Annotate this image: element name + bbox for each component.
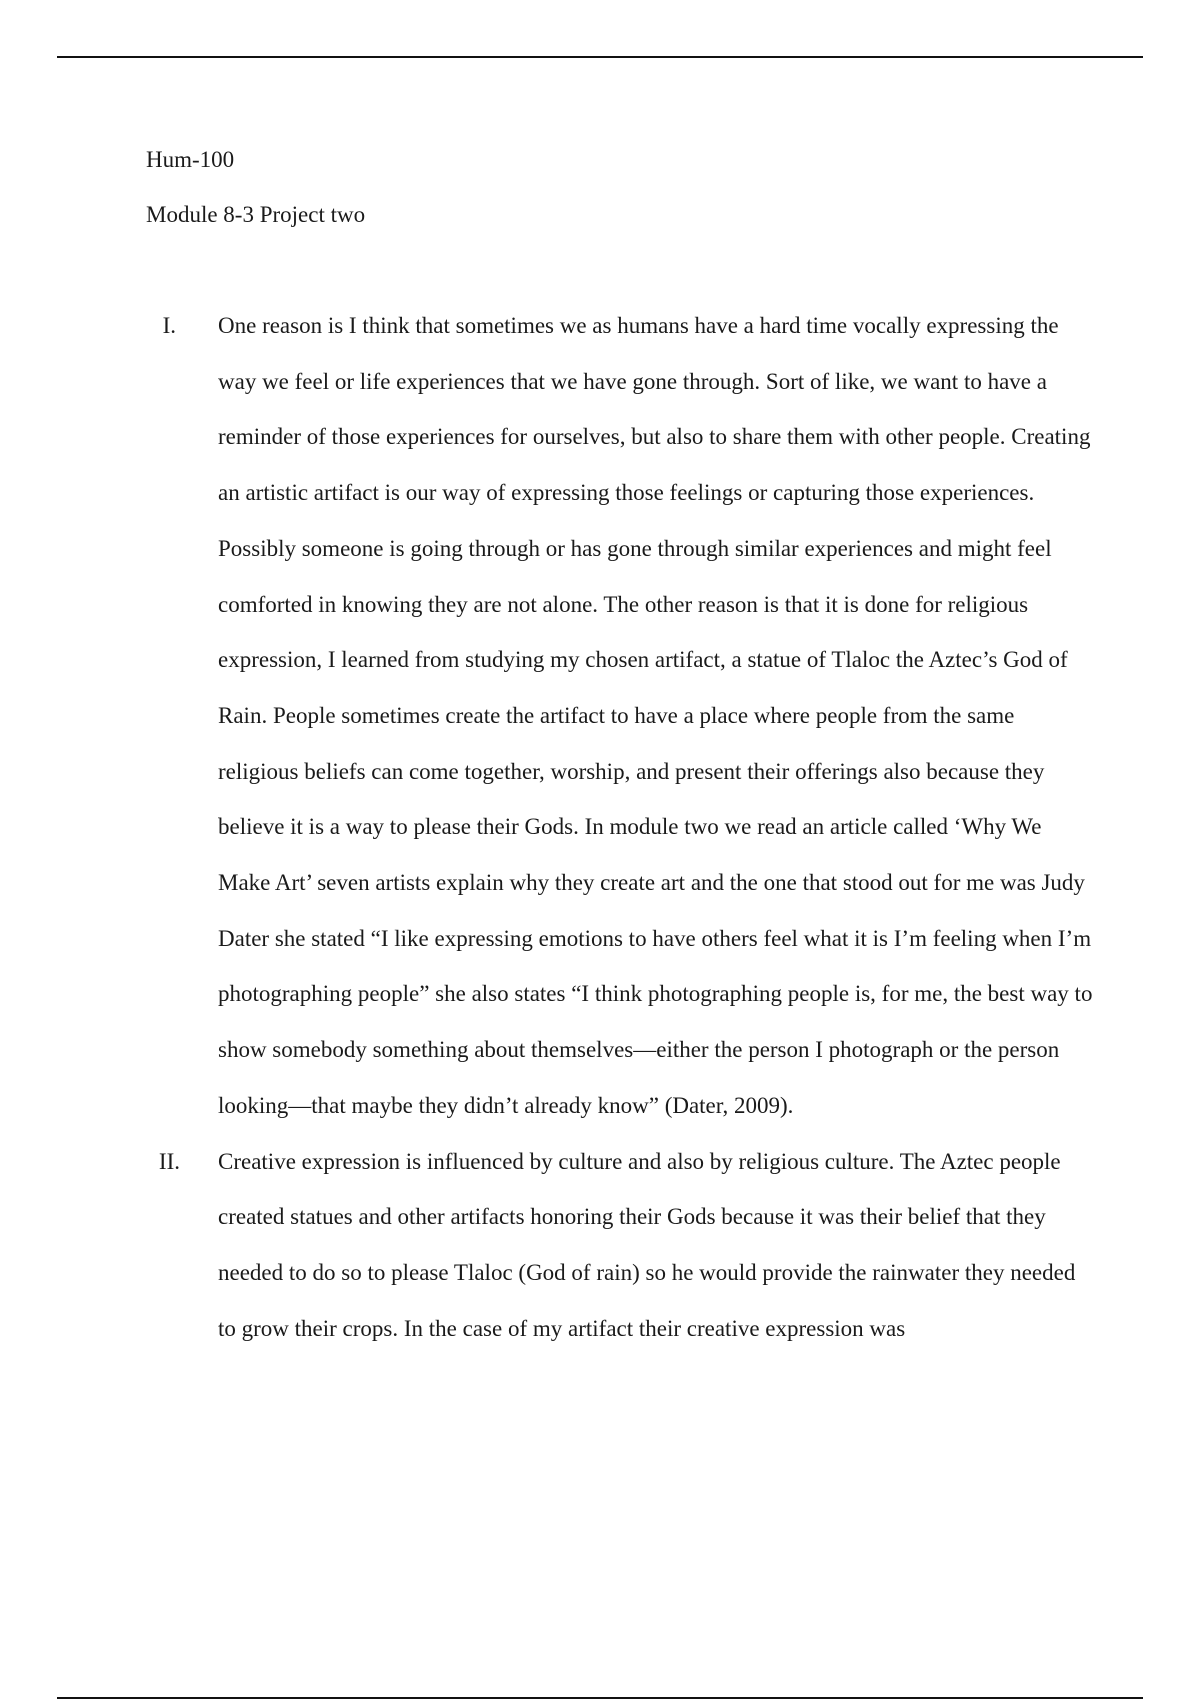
list-item [146,312,1096,1148]
page-bottom-rule [57,1697,1143,1699]
assignment-title: Module 8-3 Project two [146,202,366,227]
course-code: Hum-100 [146,147,235,172]
list-marker: II. [158,1148,180,1174]
numbered-list [146,312,1096,1370]
paragraph-text: Creative expression is influenced by culture and also by religious culture. The Aztec people created statues and other artifacts honoring their Gods because it was their belief that they needed to do so to please Tlaloc (God of rain) so he would provide the rainwater they needed to grow their crops. In the case of my artifact their creative expression was [218,1148,1076,1341]
list-item [146,1148,1096,1371]
list-marker: I. [162,313,176,338]
paragraph-text: One reason is I think that sometimes we as humans have a hard time vocally expressing the way we feel or life experiences that we have gone through. Sort of like, we want to have a reminder of those experiences for ourselves, but also to share them with other people. Creating an artistic artifact is our way of expressing those feelings or capturing those experiences. Possibly someone is going through or has gone through similar experiences and might feel comforted in knowing they are not alone. The other reason is that it is done for religious expression, I learned from studying my chosen artifact, a statue of Tlaloc the Aztec’s God of Rain. People sometimes create the artifact to have a place where people from the same religious beliefs can come together, worship, and present their offerings also because they believe it is a way to please their Gods. In module two we read an article called ‘Why We Make Art’ seven artists explain why they create art and the one that stood out for me was Judy Dater she stated “I like expressing emotions to have others feel what it is I’m feeling when I’m photographing people” she also states “I think photographing people is, for me, the best way to show somebody something about themselves—either the person I photograph or the person looking—that maybe they didn’t already know” (Dater, 2009). [218,313,1093,1118]
page-top-rule [57,56,1143,58]
